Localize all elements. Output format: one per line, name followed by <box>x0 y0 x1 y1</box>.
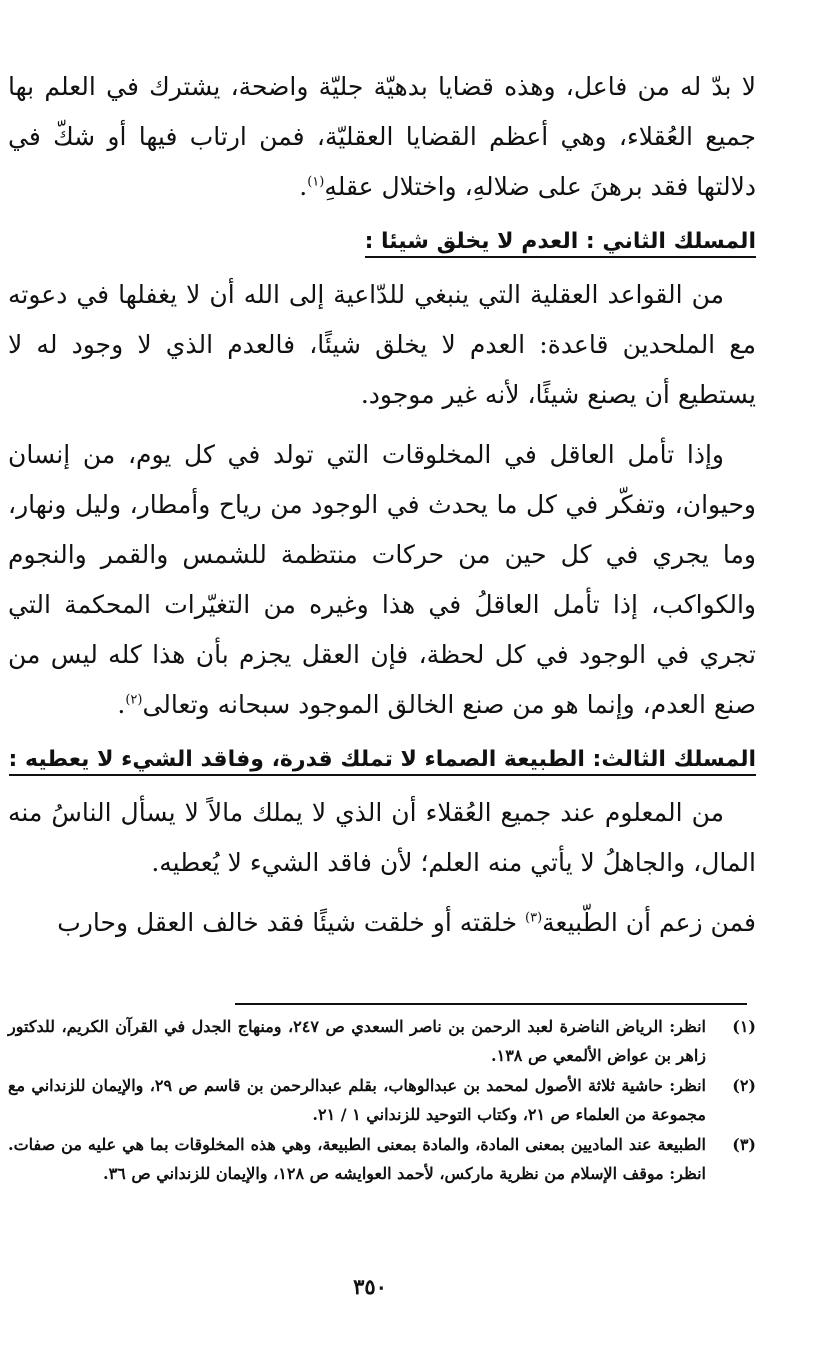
paragraph-3-text: وإذا تأمل العاقل في المخلوقات التي تولد في كل يوم، من إنسان وحيوان، وتفكّر في كل ما يحدث في الوجود من رياح وأمطار، وليل ونهار، وما يجري في كل حين من حركات منتظمة للشمس والقمر والنجوم والكواكب، إذا تأمل العاقلُ في هذا وغيره من التغيّرات المحكمة التي تجري في الوجود في كل لحظة، فإن العقل يجزم بأن هذا كله ليس من صنع العدم، وإنما هو من صنع الخالق الموجود سبحانه وتعالى <box>8 440 756 719</box>
footnote-3-text: الطبيعة عند الماديين بمعنى المادة، والمادة بمعنى الطبيعة، وهي هذه المخلوقات بما هي عليه من صفات. انظر: موقف الإسلام من نظرية ماركس، لأحمد العوايشه ص ١٢٨، والإيمان للزنداني ص ٣٦. <box>8 1135 706 1183</box>
main-text <box>8 62 756 948</box>
paragraph-1-end: . <box>299 172 308 201</box>
paragraph-4 <box>8 788 756 888</box>
footnote-ref-1: (١) <box>307 174 325 190</box>
paragraph-5-rest: خلقته أو خلقت شيئًا فقد خالف العقل وحارب <box>57 908 526 937</box>
paragraph-3-end: . <box>117 690 126 719</box>
footnote-1-text: انظر: الرياض الناضرة لعبد الرحمن بن ناصر السعدي ص ٢٤٧، ومنهاج الجدل في القرآن الكريم، للدكتور زاهر بن عواض الألمعي ص ١٣٨. <box>8 1017 707 1065</box>
paragraph-2-text: من القواعد العقلية التي ينبغي للدّاعية إلى الله أن لا يغفلها في دعوته مع الملحدين قاعدة: العدم لا يخلق شيئًا، فالعدم الذي لا وجود له لا يستطيع أن يصنع شيئًا، لأنه غير موجود. <box>8 280 756 409</box>
footnote-2-number: (٢) <box>732 1076 756 1095</box>
section-heading-2 <box>8 222 756 262</box>
paragraph-4-text: من المعلوم عند جميع العُقلاء أن الذي لا يملك مالاً لا يسأل الناسُ منه المال، والجاهلُ لا يأتي منه العلم؛ لأن فاقد الشيء لا يُعطيه. <box>8 798 756 877</box>
section-heading-3 <box>8 740 756 780</box>
footnote-2-text: انظر: حاشية ثلاثة الأصول لمحمد بن عبدالوهاب، بقلم عبدالرحمن بن قاسم ص ٢٩، والإيمان للزنداني مع مجموعة من العلماء ص ٢١، وكتاب التوحيد للزنداني ١ / ٢١. <box>8 1076 707 1124</box>
footnote-3-number: (٣) <box>732 1135 756 1154</box>
paragraph-5-start: فمن زعم أن الطّبيعة <box>542 908 756 937</box>
footnote-1 <box>8 1012 756 1070</box>
footnote-1-number: (١) <box>732 1017 756 1036</box>
footnote-separator <box>235 1003 747 1005</box>
footnotes <box>8 1012 756 1189</box>
paragraph-1 <box>8 62 756 212</box>
footnote-ref-2: (٢) <box>125 692 143 708</box>
section-heading-3-text: المسلك الثالث: الطبيعة الصماء لا تملك قدرة، وفاقد الشيء لا يعطيه : <box>9 747 756 776</box>
section-heading-2-text: المسلك الثاني : العدم لا يخلق شيئا : <box>365 229 756 258</box>
paragraph-2 <box>8 270 756 420</box>
footnote-ref-3: (٣) <box>525 910 543 926</box>
page-number: ٣٥٠ <box>353 1274 387 1299</box>
paragraph-1-text: لا بدّ له من فاعل، وهذه قضايا بدهيّة جليّة واضحة، يشترك في العلم بها جميع العُقلاء، وهي أعظم القضايا العقليّة، فمن ارتاب فيها أو شكّ في دلالتها فقد برهنَ على ضلالهِ، واختلال عقلهِ <box>8 72 756 201</box>
paragraph-3 <box>8 430 756 730</box>
footnote-2 <box>8 1071 756 1129</box>
paragraph-5 <box>8 898 756 948</box>
footnote-3 <box>8 1130 756 1188</box>
